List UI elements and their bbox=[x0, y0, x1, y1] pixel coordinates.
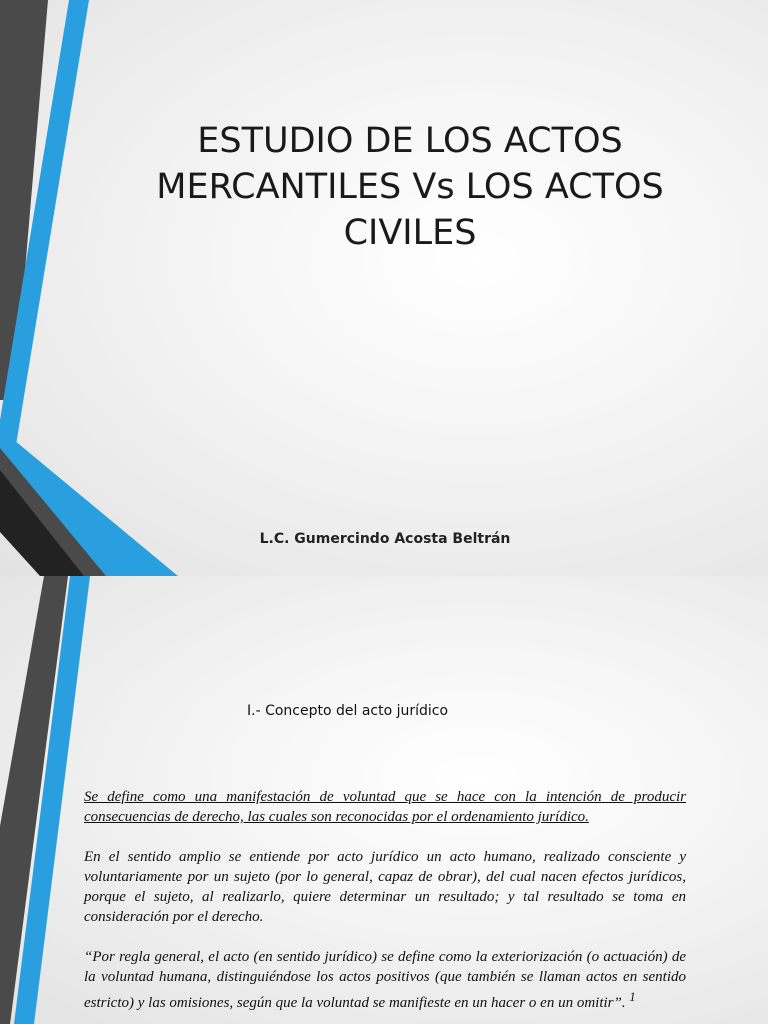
section-heading: I.- Concepto del acto jurídico bbox=[247, 703, 449, 719]
title-line-2: MERCANTILES Vs LOS ACTOS bbox=[156, 167, 664, 207]
quote-text: “Por regla general, el acto (en sentido jurídico) se define como la exteriorización (o actuación) de la voluntad humana, distinguiéndose los actos positivos (que también se llaman actos en sentido estricto) y las omisiones, según que la voluntad se manifieste en un hacer o en un omitir”. bbox=[84, 949, 686, 1011]
definition-paragraph: Se define como una manifestación de voluntad que se hace con la intención de producir consecuencias de derecho, las cuales son reconocidas por el ordenamiento jurídico. bbox=[84, 789, 686, 825]
slide-title bbox=[120, 118, 700, 256]
footnote-ref: 1 bbox=[629, 990, 636, 1004]
body-text bbox=[84, 787, 686, 1024]
title-line-1: ESTUDIO DE LOS ACTOS bbox=[197, 121, 623, 161]
title-line-3: CIVILES bbox=[343, 213, 477, 253]
author-name: L.C. Gumercindo Acosta Beltrán bbox=[259, 531, 511, 547]
slide-2 bbox=[0, 576, 768, 1024]
broad-sense-paragraph: En el sentido amplio se entiende por acto jurídico un acto humano, realizado consciente y voluntariamente por un sujeto (por lo general, capaz de obrar), del cual nacen efectos jurídicos, porque el sujeto, al realizarlo, quiere determinar un resultado; y tal resultado se toma en consideración por el derecho. bbox=[84, 849, 686, 925]
quote-paragraph bbox=[84, 947, 686, 1013]
